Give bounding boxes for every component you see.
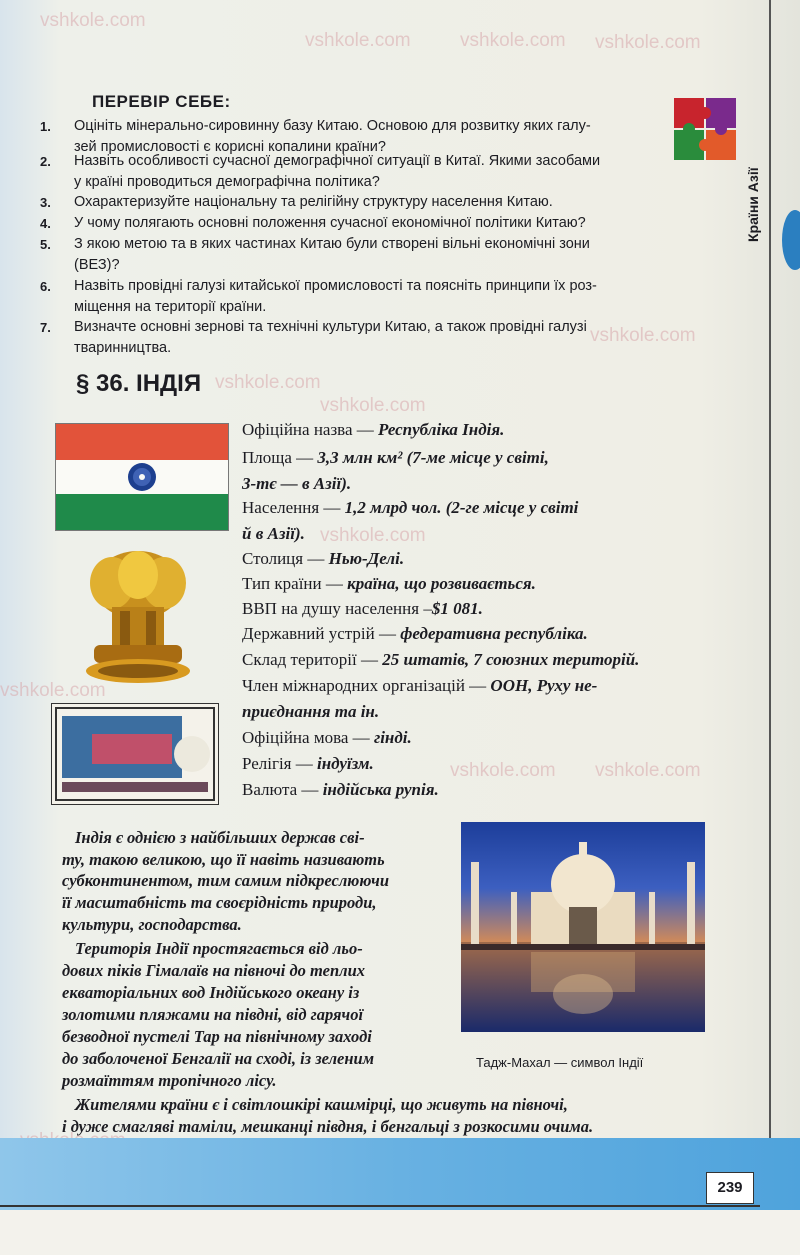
fact-line: Державний устрій — федеративна республіка.: [242, 624, 588, 643]
fact-line: Валюта — індійська рупія.: [242, 780, 439, 799]
question-line: (ВЕЗ)?: [74, 257, 120, 273]
question-text: [74, 276, 694, 318]
watermark: vshkole.com: [595, 760, 701, 781]
question-line: Назвіть провідні галузі китайської промисловості та поясніть принципи їх роз-: [74, 278, 597, 294]
question-line: міщення на території країни.: [74, 299, 267, 315]
watermark: vshkole.com: [450, 760, 556, 781]
body-line: екваторіальних вод Індійського океану із: [62, 983, 360, 1002]
question-line: тваринництва.: [74, 340, 172, 356]
fact-line: Площа — 3,3 млн км² (7-ме місце у світі,: [242, 448, 549, 467]
watermark: vshkole.com: [215, 372, 321, 393]
ashoka-chakra-icon: [125, 460, 159, 494]
flag-saffron-stripe: [56, 424, 228, 460]
watermark: vshkole.com: [305, 30, 411, 51]
watermark: vshkole.com: [40, 10, 146, 31]
question-text: [74, 192, 694, 213]
question-line: зей промисловості є корисні копалини країни?: [74, 139, 386, 155]
watermark: vshkole.com: [595, 32, 701, 53]
bottom-margin: [0, 1210, 800, 1255]
rupee-banknote-image: [51, 703, 219, 805]
body-line: субконтинентом, тим самим підкреслюючи: [62, 871, 390, 890]
flag-white-stripe: [56, 460, 228, 494]
question-number: 4.: [40, 216, 51, 231]
taj-mahal-photo: [461, 822, 705, 1032]
body-line: Жителями країни є і світлошкірі кашмірці, що живуть на півночі,: [75, 1095, 568, 1114]
question-number: 1.: [40, 119, 51, 134]
body-line: до заболоченої Бенгалії на сході, із зеленим: [62, 1049, 375, 1068]
question-number: 5.: [40, 237, 51, 252]
question-number: 6.: [40, 279, 51, 294]
question-line: З якою метою та в яких частинах Китаю були створені вільні економічні зони: [74, 236, 590, 252]
bottom-color-band: [0, 1138, 800, 1210]
body-line: культури, господарства.: [62, 915, 242, 934]
question-text: [74, 151, 694, 193]
watermark: vshkole.com: [460, 30, 566, 51]
question-line: Назвіть особливості сучасної демографічної ситуації в Китаї. Якими засобами: [74, 153, 601, 169]
fact-line: Член міжнародних організацій — ООН, Руху не-: [242, 676, 598, 695]
body-line: ту, такою великою, що її навіть називають: [62, 850, 385, 869]
body-line: безводної пустелі Тар на північному заході: [62, 1027, 372, 1046]
question-number: 2.: [40, 154, 51, 169]
fact-line: й в Азії).: [242, 524, 305, 543]
question-line: у країні проводиться демографічна політика?: [74, 174, 380, 190]
fact-line: Склад території — 25 штатів, 7 союзних територій.: [242, 650, 640, 669]
banknote-illustration: [52, 704, 218, 804]
fact-line: Столиця — Нью-Делі.: [242, 549, 405, 568]
check-yourself-title: ПЕРЕВІР СЕБЕ:: [92, 92, 231, 111]
section-title: § 36. ІНДІЯ: [76, 370, 202, 397]
body-line: її масштабність та своєрідність природи,: [62, 893, 377, 912]
body-line: Територія Індії простягається від льо-: [75, 939, 363, 958]
fact-line: Тип країни — країна, що розвивається.: [242, 574, 536, 593]
fact-line: 3-тє — в Азії).: [242, 474, 352, 493]
question-line: Оцініть мінерально-сировинну базу Китаю. Основою для розвитку яких галу-: [74, 118, 591, 134]
fact-line: Офіційна мова — гінді.: [242, 728, 412, 747]
question-text: [74, 213, 694, 234]
body-line: розмаїттям тропічного лісу.: [62, 1071, 277, 1090]
question-line: У чому полягають основні положення сучасної економічної політики Китаю?: [74, 215, 586, 231]
photo-caption: Тадж-Махал — символ Індії: [476, 1055, 644, 1070]
body-line: дових піків Гімалаїв на півночі до теплих: [62, 961, 366, 980]
body-line: золотими пляжами на півдні, від гарячої: [62, 1005, 364, 1024]
question-text: [74, 317, 694, 359]
fact-line: Офіційна назва — Республіка Індія.: [242, 420, 505, 439]
watermark: vshkole.com: [590, 325, 696, 346]
question-line: Охарактеризуйте національну та релігійну структуру населення Китаю.: [74, 194, 553, 210]
fact-line: приєднання та ін.: [242, 702, 380, 721]
margin-rule: [769, 0, 771, 1150]
fact-line: ВВП на душу населення –$1 081.: [242, 599, 483, 618]
page-number: 239: [706, 1172, 754, 1204]
flag-green-stripe: [56, 494, 228, 530]
lion-capital-emblem-icon: [82, 545, 194, 685]
question-text: [74, 234, 694, 276]
bottom-rule: [0, 1205, 760, 1207]
body-line: і дуже смагляві таміли, мешканці півдня, і бенгальці з розкосими очима.: [62, 1117, 594, 1136]
watermark: vshkole.com: [320, 525, 426, 546]
chapter-tab: Країни Азії: [745, 167, 761, 243]
fact-line: Населення — 1,2 млрд чол. (2-ге місце у світі: [242, 498, 579, 517]
question-number: 7.: [40, 320, 51, 335]
question-line: Визначте основні зернові та технічні культури Китаю, а також провідні галузі: [74, 319, 587, 335]
watermark: vshkole.com: [0, 680, 106, 701]
question-number: 3.: [40, 195, 51, 210]
fact-line: Релігія — індуїзм.: [242, 754, 374, 773]
watermark: vshkole.com: [320, 395, 426, 416]
india-flag-image: [55, 423, 229, 531]
body-line: Індія є однією з найбільших держав сві-: [75, 828, 365, 847]
